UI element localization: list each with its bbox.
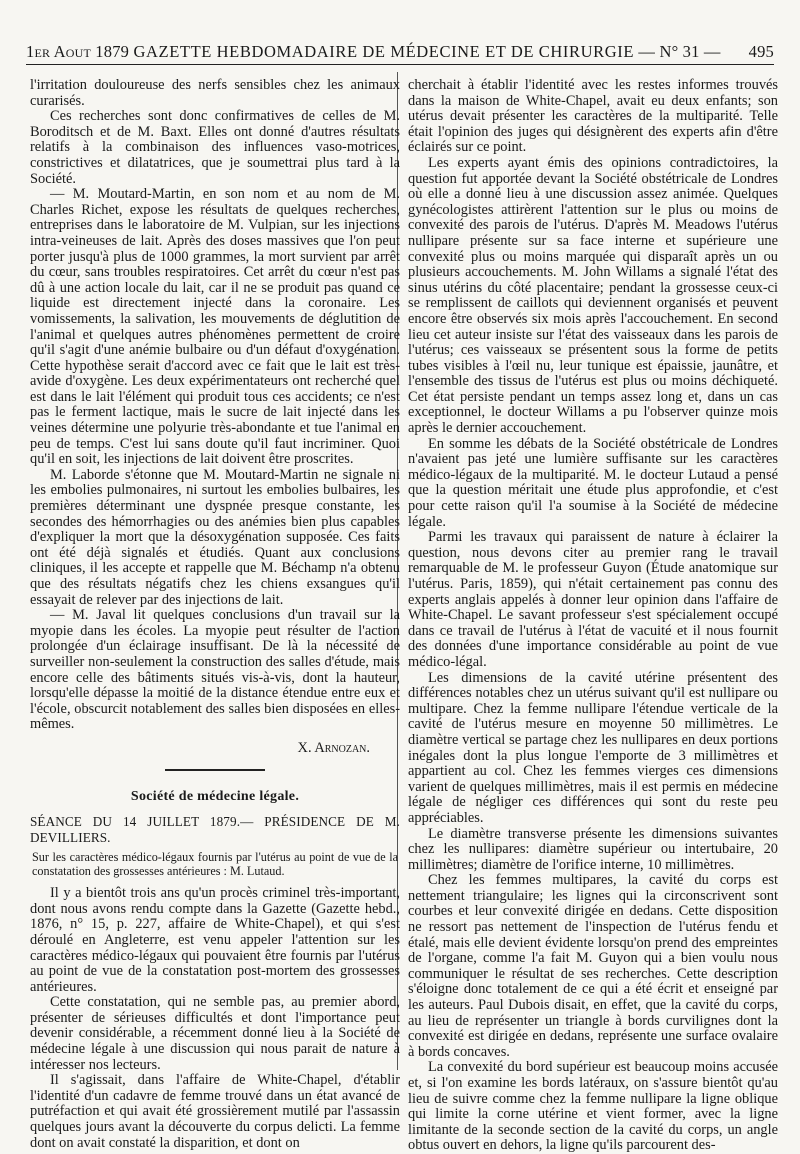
paragraph: Les dimensions de la cavité utérine présentent des différences notables chez un utérus suivant qu'il est nullipare ou multipare. Chez la femme nullipare l'étendue verticale de la cavité de l'utérus mesure en moyenne 50 millimètres. Le diamètre vertical se partage chez les nullipares en deux portions inégales dont la plus longue l'emporte de 3 millimètres et appartient au col. Chez les femmes vierges ces dimensions varient de quelques millimètres, mais il est permis en médecine légale de négliger ces différences qui sont du reste peu appréciables. bbox=[408, 669, 778, 826]
running-header bbox=[26, 40, 774, 65]
header-right bbox=[638, 42, 774, 62]
paragraph: Cette constatation, qui ne semble pas, au premier abord, présenter de sérieuses difficultés et dont l'importance peut devenir considérable, a récemment donné lieu à la Société de médecine légale à une discussion qui nous parait de nature à intéresser nos lecteurs. bbox=[30, 994, 400, 1073]
paragraph: — M. Moutard-Martin, en son nom et au nom de M. Charles Richet, expose les résultats de quelques recherches, entreprises dans le laboratoire de M. Vulpian, sur les injections intra-veineuses de lait. Après des doses massives que l'on peut porter jusqu'à plus de 1000 grammes, la mort survient par arrêt du cœur, sans troubles respiratoires. Cet arrêt du cœur n'est pas dû à une action locale du lait, car il ne se produit pas quand ce liquide est directement injecté dans la coronaire. Les vomissements, la salivation, les mouvements de déglutition de l'animal et quelques autres phénomènes permettent de croire qu'il s'agit d'une anémie bulbaire ou d'un défaut d'oxygénation. Cette hypothèse serait d'accord avec ce fait que le lait est très-avide d'oxygène. Les deux expérimentateurs ont recherché quel est dans le lait l'élément qui produit tous ces accidents; ce n'est pas le ferment lactique, mais le sucre de lait injecté dans les veines détermine une polyurie très-abondante et tue l'animal en peu de temps. C'est lui sans doute qu'il faut incriminer. Quoi qu'il en soit, les injections de lait doivent être proscrites. bbox=[30, 186, 400, 468]
page-number: 495 bbox=[748, 42, 774, 61]
paragraph: Les experts ayant émis des opinions contradictoires, la question fut apportée devant la Société obstétricale de Londres où elle a donné lieu à une discussion assez animée. Quelques gynécologistes attirèrent l'attention sur le plus ou moins de convexité des parois de l'utérus. D'après M. Meadows l'utérus nullipare présente sur sa face interne et supérieure une convexité plus ou moins marquée qui disparaît après un ou plusieurs accouchements. M. John Willams a signalé l'état des sinus utérins du côté placentaire; pendant la grossesse ceux-ci se remplissent de caillots qui deviennent organisés et peuvent encore être observés six mois après l'accouchement. En second lieu cet auteur insiste sur l'état des vaisseaux dans les parois de l'utérus; ces vaisseaux se présentent sous la forme de petits tubes visibles à l'œil nu, leur tunique est épaissie, jaunâtre, et l'ensemble des tissus de l'utérus est plus ou moins déchiqueté. Cet état persiste pendant un temps assez long et, dans un cas exceptionnel, le docteur Willams a pu l'observer quinze mois après le dernier accouchement. bbox=[408, 154, 778, 437]
session-heading: SÉANCE DU 14 JUILLET 1879.— PRÉSIDENCE DE M. DEVILLIERS. bbox=[30, 814, 400, 845]
paragraph: En somme les débats de la Société obstétricale de Londres n'avaient pas jeté une lumière suffisante sur les caractères médico-légaux de la multiparité. M. le docteur Lutaud a pensé que la question méritait une étude plus approfondie, et c'est pour cette raison qu'il l'a soumise à la Société de médecine légale. bbox=[408, 435, 778, 530]
signature: X. Arnozan. bbox=[297, 739, 370, 756]
right-column bbox=[408, 77, 778, 1154]
paragraph: Il s'agissait, dans l'affaire de White-Chapel, d'établir l'identité d'un cadavre de femme trouvé dans un état avancé de putréfaction et qui avait été grossièrement mutilé par l'assassin quelques jours avant la découverte du corpus delicti. La femme dont on avait constaté la disparition, et dont on bbox=[30, 1072, 400, 1151]
paragraph: Le diamètre transverse présente les dimensions suivantes chez les nullipares: diamètre supérieur ou intertubaire, 20 millimètres; diamètre de l'orifice interne, 10 millimètres. bbox=[408, 825, 778, 873]
paragraph: Chez les femmes multipares, la cavité du corps est nettement triangulaire; les lignes qui la circonscrivent sont courbes et leur convexité dirigée en dedans. Cette disposition ne ressort pas nettement de l'inspection de l'utérus fendu et étalé, mais elle devient évidente lorsqu'on prend des empreintes de l'organe, comme l'a fait M. Guyon qui a bien voulu nous communiquer le résultat de ses recherches. Cette description s'éloigne donc totalement de ce qui a été écrit et enseigné par les auteurs. Paul Dubois disait, en effet, que la cavité du corps, au lieu de représenter un triangle à bords curvilignes dont la convexité est dirigée en dedans, représente une surface ovalaire à bords concaves. bbox=[408, 872, 778, 1060]
paragraph: Parmi les travaux qui paraissent de nature à éclairer la question, nous devons citer au premier rang le travail remarquable de M. le professeur Guyon (Étude anatomique sur l'utérus. Paris, 1859), qui n'était certainement pas connu des experts anglais appelés à donner leur opinion dans l'affaire de White-Chapel. Le savant professeur s'est spécialement occupé dans ce travail de l'utérus à l'état de vacuité et il nous fournit des données d'une importance considérable au point de vue médico-légal. bbox=[408, 529, 778, 670]
paragraph: Ces recherches sont donc confirmatives de celles de M. Boroditsch et de M. Baxt. Elles ont donné d'autres résultats relatifs à la combinaison des influences vaso-motrices, constrictives et dilatatrices, que je soumettrai plus tard à la Société. bbox=[30, 108, 400, 187]
header-date: 1er Aout 1879 bbox=[26, 42, 130, 61]
section-title: Société de médecine légale. bbox=[130, 788, 300, 804]
paragraph: M. Laborde s'étonne que M. Moutard-Martin ne signale ni les embolies pulmonaires, ni surtout les embolies bulbaires, les premières déterminant une dyspnée presque constante, les secondes des hémorrhagies ou des anémies bien plus capables d'expliquer la mort que la désoxygénation supposée. Ces faits ont été déjà signalés et étudiés. Quant aux conclusions cliniques, il les accepte et rappelle que M. Béchamp n'a obtenu que des résultats négatifs chez les chiens exsangues qu'il essayait de relever par des injections de lait. bbox=[30, 466, 400, 608]
paragraph: cherchait à établir l'identité avec les restes informes trouvés dans la maison de White-Chapel, avait eu deux enfants; son utérus devait présenter les caractères de la multiparité. Telle était l'opinion des juges qui désignèrent des experts afin d'être éclairés sur ce point. bbox=[408, 77, 778, 156]
paragraph: l'irritation douloureuse des nerfs sensibles chez les animaux curarisés. bbox=[30, 77, 400, 109]
left-column bbox=[30, 77, 400, 1151]
paragraph: La convexité du bord supérieur est beaucoup moins accusée et, si l'on examine les bords latéraux, on s'assure bientôt qu'au lieu de suivre comme chez la femme nullipare la ligne oblique qui limite la corne utérine et vient former, avec la ligne limitante de la seconde section de la cavité du corps, un angle obtus ouvert en dehors, la ligne qu'ils parcourent des- bbox=[408, 1059, 778, 1154]
journal-title: GAZETTE HEBDOMADAIRE DE MÉDECINE ET DE CHIRURGIE bbox=[133, 42, 635, 61]
issue-number: — N° 31 — bbox=[638, 42, 721, 61]
paragraph: Il y a bientôt trois ans qu'un procès criminel très-important, dont nous avons rendu compte dans la Gazette (Gazette hebd., 1876, n° 15, p. 227, affaire de White-Chapel), et qui s'est déroulé en Angleterre, est venu appeler l'attention sur les caractères médico-légaux qui pouvaient être fournis par l'utérus au point de vue de la constatation post-mortem des grossesses antérieures. bbox=[30, 885, 400, 995]
section-divider bbox=[165, 769, 265, 771]
paragraph: — M. Javal lit quelques conclusions d'un travail sur la myopie dans les écoles. La myopie peut résulter de l'action prolongée d'un éclairage insuffisant. De là la nécessité de surveiller non-seulement la construction des salles d'étude, mais encore celle des bâtiments situés vis-à-vis, dont la hauteur, lorsqu'elle dépasse la moitié de la distance étendue entre eux et l'école, obscurcit notablement des salles bien disposées en elles-mêmes. bbox=[30, 607, 400, 733]
article-subtitle: Sur les caractères médico-légaux fournis par l'utérus au point de vue de la constatation des grossesses antérieures : M. Lutaud. bbox=[32, 850, 398, 878]
